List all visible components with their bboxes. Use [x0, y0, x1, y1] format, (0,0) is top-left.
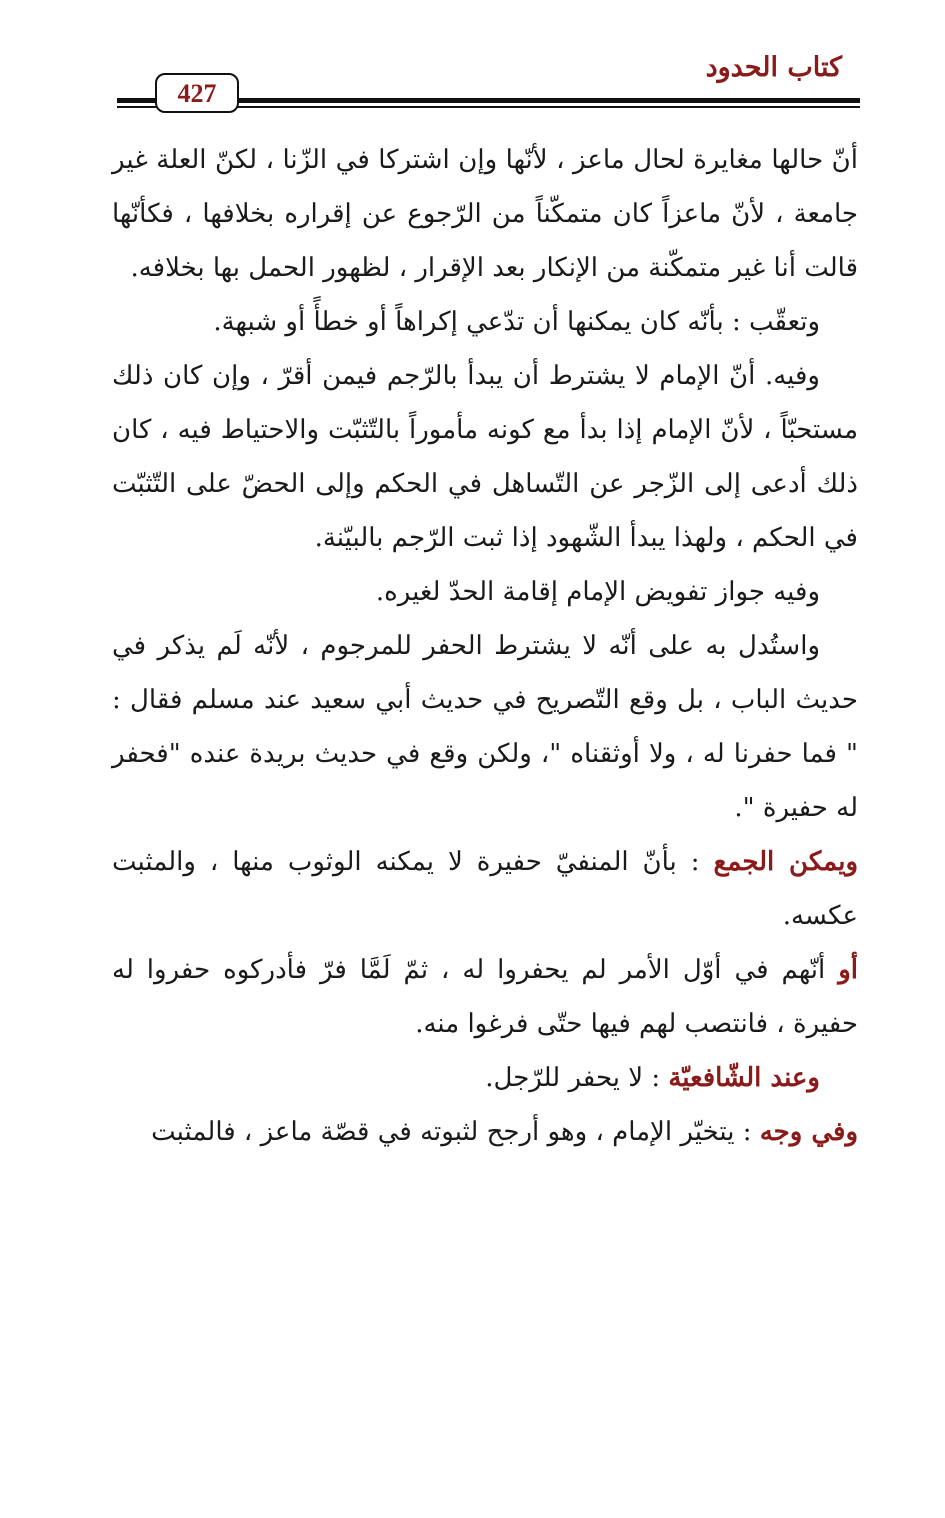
paragraph-text: واستُدل به على أنّه لا يشترط الحفر للمرجوم ، لأنّه لَم يذكر في حديث الباب ، بل وقع التّصريح في حديث أبي سعيد عند مسلم فقال : " فما حفرنا له ، ولا أوثقناه "، ولكن وقع في حديث بريدة عنده "فحفر له حفيرة ". — [112, 631, 858, 823]
paragraph — [112, 1105, 858, 1159]
paragraph-text: وفيه. أنّ الإمام لا يشترط أن يبدأ بالرّجم فيمن أقرّ ، وإن كان ذلك مستحبّاً ، لأنّ الإمام إذا بدأ مع كونه مأموراً بالتّثبّت والاحتياط فيه ، كان ذلك أدعى إلى الزّجر عن التّساهل في الحكم وإلى الحضّ على التّثبّت في الحكم ، ولهذا يبدأ الشّهود إذا ثبت الرّجم بالبيّنة. — [112, 361, 858, 553]
paragraph-text: : لا يحفر للرّجل. — [485, 1063, 669, 1093]
paragraph-lead: وفي وجه — [759, 1117, 858, 1147]
paragraph — [112, 133, 858, 295]
book-title: كتاب الحدود — [705, 52, 842, 83]
paragraph — [112, 565, 858, 619]
paragraph-text: أنّ حالها مغايرة لحال ماعز ، لأنّها وإن اشتركا في الزّنا ، لكنّ العلة غير جامعة ، لأنّ ماعزاً كان متمكّناً من الرّجوع عن إقراره بخلافها ، فكأنّها قالت أنا غير متمكّنة من الإنكار بعد الإقرار ، لظهور الحمل بها بخلافه. — [112, 145, 858, 283]
page-header — [0, 0, 945, 130]
paragraph-text: أنّهم في أوّل الأمر لم يحفروا له ، ثمّ لَمَّا فرّ فأدركوه حفروا له حفيرة ، فانتصب لهم فيها حتّى فرغوا منه. — [112, 955, 858, 1039]
paragraph — [112, 349, 858, 565]
paragraph-text: وتعقّب : بأنّه كان يمكنها أن تدّعي إكراهاً أو خطأً أو شبهة. — [213, 307, 820, 337]
paragraph-text: وفيه جواز تفويض الإمام إقامة الحدّ لغيره. — [375, 577, 820, 607]
paragraph — [112, 835, 858, 943]
paragraph — [112, 1051, 858, 1105]
page-number: 427 — [155, 73, 239, 113]
paragraph-text: : يتخيّر الإمام ، وهو أرجح لثبوته في قصّة ماعز ، فالمثبت — [151, 1117, 760, 1147]
paragraph-lead: ويمكن الجمع — [713, 847, 859, 877]
page-body — [112, 133, 858, 1159]
paragraph-lead: أو — [838, 955, 858, 985]
paragraph — [112, 943, 858, 1051]
paragraph — [112, 295, 858, 349]
paragraph-text: : بأنّ المنفيّ حفيرة لا يمكنه الوثوب منها ، والمثبت عكسه. — [112, 847, 858, 931]
paragraph-lead: وعند الشّافعيّة — [668, 1063, 820, 1093]
paragraph — [112, 619, 858, 835]
